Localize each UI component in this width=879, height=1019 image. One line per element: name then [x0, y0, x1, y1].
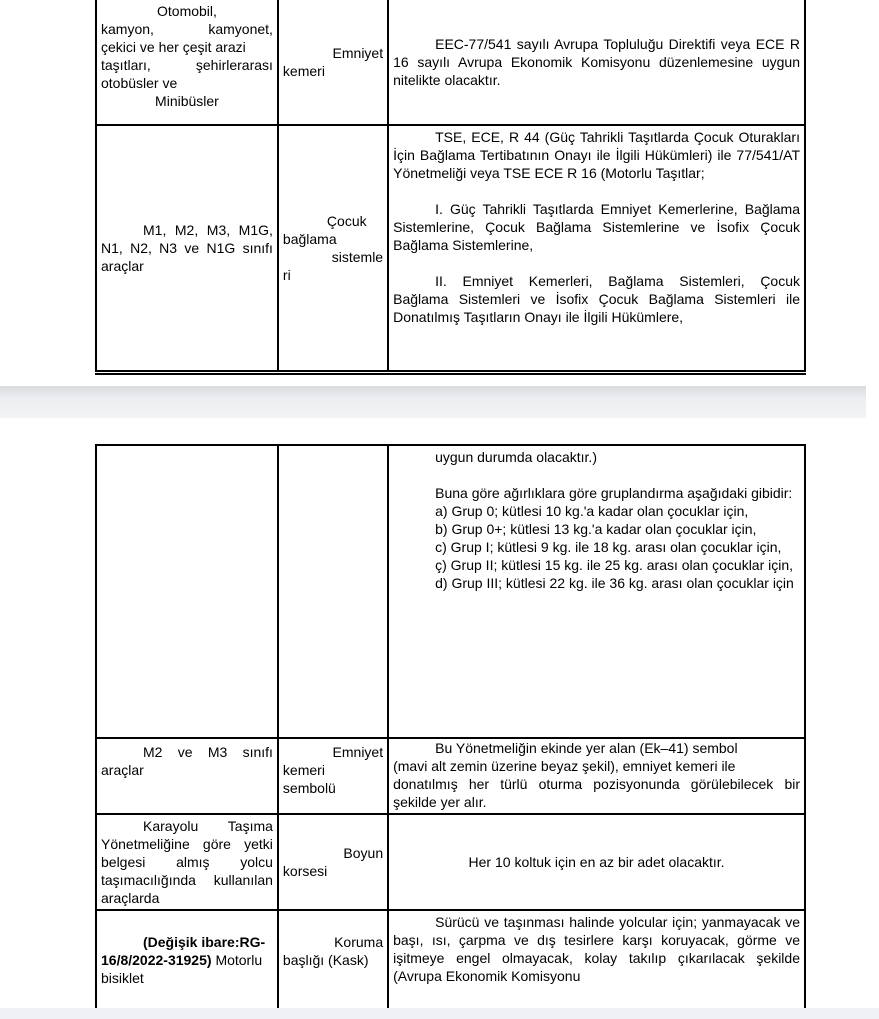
- table-row: [96, 0, 805, 125]
- requirement-line: (mavi alt zemin üzerine beyaz şekil), emniyet kemeri ile: [393, 758, 736, 774]
- document-page-1: [0, 0, 866, 388]
- equipment-table-page-1: [95, 0, 806, 372]
- equipment-cell: [278, 814, 388, 910]
- requirement-cell: [388, 910, 805, 1010]
- vehicle-line: çekici ve her çeşit arazi: [101, 39, 246, 55]
- equipment-line: Emniyet: [332, 44, 384, 61]
- page-gap: [0, 386, 866, 418]
- group-item: ç) Grup II; kütlesi 15 kg. ile 25 kg. arası olan çocuklar için,: [435, 557, 794, 573]
- requirement-cell: [388, 814, 805, 910]
- requirement-paragraph: I. Güç Tahrikli Taşıtlarda Emniyet Kemerlerine, Bağlama Sistemlerine, Çocuk Bağlama Sistemlerine ve İsofix Çocuk Bağlama Sistemlerine,: [393, 201, 800, 253]
- requirement-paragraph: II. Emniyet Kemerleri, Bağlama Sistemleri, Çocuk Bağlama Sistemleri ve İsofix Çocuk Bağlama Sistemleri ile Donatılmış Taşıtların Onayı ile İlgili Hükümlere,: [393, 273, 800, 325]
- table-row: [96, 125, 805, 371]
- vehicle-line: kamyon, kamyonet,: [101, 21, 273, 37]
- vehicle-cell: [96, 738, 278, 814]
- vehicle-text: Karayolu Taşıma Yönetmeliğine göre yetki belgesi almış yolcu taşımacılığında kullanılan araçlarda: [101, 818, 273, 906]
- equipment-line: sembolü: [282, 780, 336, 796]
- vehicle-cell: [96, 814, 278, 910]
- table-row: [96, 738, 805, 814]
- equipment-cell: [278, 0, 388, 125]
- vehicle-cell: [96, 0, 278, 125]
- requirement-cell: [388, 738, 805, 814]
- vehicle-amendment: [101, 933, 273, 987]
- equipment-line: Emniyet: [332, 744, 384, 760]
- vehicle-line: Otomobil,: [157, 3, 217, 19]
- equipment-line: bağlama: [282, 231, 337, 247]
- vehicle-cell: [96, 445, 278, 738]
- requirement-text: EEC-77/541 sayılı Avrupa Topluluğu Direktifi veya ECE R 16 sayılı Avrupa Ekonomik Komisyonu düzenlemesine uygun nitelikte olacaktır.: [393, 35, 800, 88]
- equipment-line: Boyun: [343, 845, 384, 861]
- vehicle-text: M2 ve M3 sınıfı araçlar: [101, 744, 273, 778]
- requirement-cell: [388, 0, 805, 125]
- group-item: c) Grup I; kütlesi 9 kg. ile 18 kg. arası olan çocuklar için,: [435, 539, 782, 555]
- requirement-line: Bu Yönetmeliğin ekinde yer alan (Ek–41) sembol: [435, 740, 738, 756]
- group-item: b) Grup 0+; kütlesi 13 kg.'a kadar olan çocuklar için,: [435, 521, 757, 537]
- vehicle-text: Motorlu bisiklet: [101, 952, 263, 986]
- requirement-line: donatılmış her türlü oturma pozisyonunda görülebilecek bir şekilde yer alır.: [393, 776, 800, 810]
- vehicle-text: M1, M2, M3, M1G, N1, N2, N3 ve N1G sınıfı araçlar: [101, 222, 273, 274]
- viewer-bottom-band: [0, 1008, 879, 1019]
- requirement-cell: [388, 445, 805, 738]
- equipment-line: başlığı (Kask): [282, 952, 369, 968]
- table-row: [96, 445, 805, 738]
- requirement-paragraph: Buna göre ağırlıklara göre gruplandırma aşağıdaki gibidir:: [435, 485, 793, 501]
- document-page-2: [0, 418, 866, 1019]
- vehicle-line: otobüsler ve: [101, 75, 178, 91]
- equipment-line: kemeri: [282, 762, 325, 778]
- group-item: d) Grup III; kütlesi 22 kg. ile 36 kg. arası olan çocuklar için: [435, 575, 794, 591]
- equipment-line: ri: [282, 267, 291, 283]
- requirement-line: uygun durumda olacaktır.): [435, 449, 597, 465]
- equipment-line: Çocuk: [326, 213, 367, 229]
- equipment-cell: [278, 738, 388, 814]
- viewer-edge: [866, 0, 879, 1019]
- equipment-line: korsesi: [282, 863, 328, 879]
- vehicle-cell: [96, 125, 278, 371]
- equipment-cell: [278, 125, 388, 371]
- equipment-cell: [278, 910, 388, 1010]
- page-break-line: [95, 373, 806, 375]
- equipment-cell: [278, 445, 388, 738]
- vehicle-cell: [96, 910, 278, 1010]
- equipment-line: sistemle: [331, 249, 384, 265]
- requirement-text: Sürücü ve taşınması halinde yolcular için; yanmayacak ve başı, ısı, çarpma ve dış tesirlere karşı koruyacak, görme ve işitmeye engel olmayacak, kolay takılıp çıkarılacak şekilde (Avrupa Ekonomik Komisyonu: [393, 914, 800, 984]
- table-row: [96, 910, 805, 1010]
- requirement-paragraph: TSE, ECE, R 44 (Güç Tahrikli Taşıtlarda Çocuk Oturakları İçin Bağlama Tertibatının Onayı ile İlgili Hükümleri) ile 77/541/AT Yönetmeliği veya TSE ECE R 16 (Motorlu Taşıtlar;: [393, 129, 800, 181]
- equipment-table-page-2: [95, 444, 806, 1011]
- vehicle-line: Minibüsler: [155, 93, 219, 109]
- amendment-note: (Değişik ibare:RG-16/8/2022-31925): [101, 934, 266, 968]
- group-item: a) Grup 0; kütlesi 10 kg.'a kadar olan çocuklar için,: [435, 503, 749, 519]
- requirement-cell: [388, 125, 805, 371]
- equipment-line: kemeri: [282, 62, 325, 79]
- equipment-line: Koruma: [334, 934, 384, 950]
- table-row: [96, 814, 805, 910]
- vehicle-line: taşıtları, şehirlerarası: [101, 57, 273, 73]
- requirement-text: Her 10 koltuk için en az bir adet olacaktır.: [468, 854, 725, 870]
